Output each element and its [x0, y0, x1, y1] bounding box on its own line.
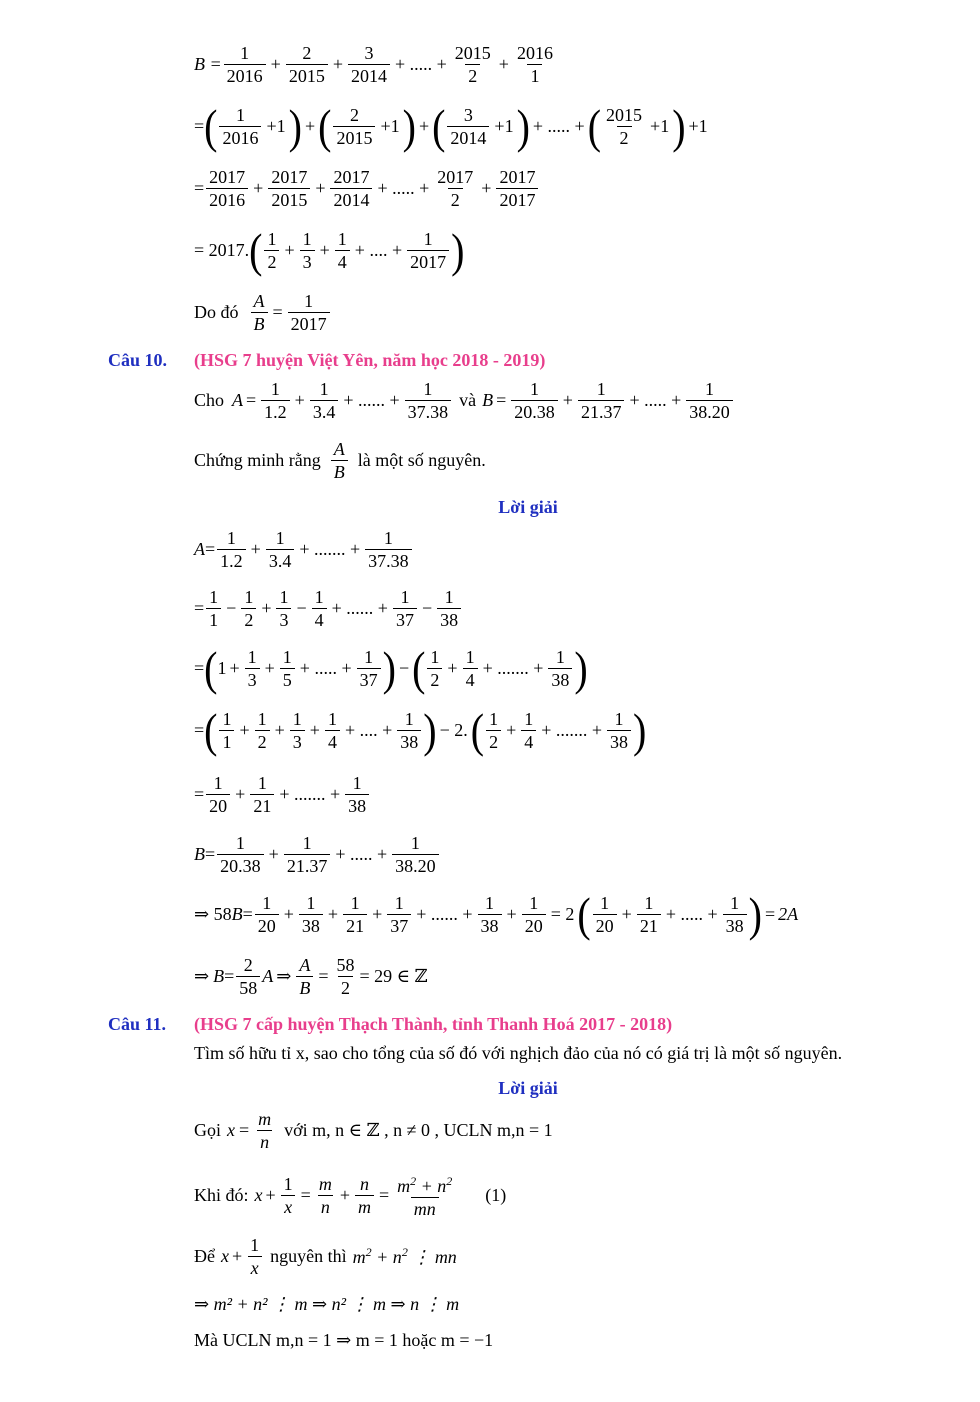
fraction: $\frac{1}{1}$ [219, 708, 234, 753]
paren: ( [412, 640, 426, 695]
goi-text: Gọi [194, 1120, 221, 1140]
operator: + ...... + [343, 390, 400, 410]
q11-label: Câu 11. [108, 1014, 167, 1034]
fraction: $\frac{1}{38}$ [437, 586, 461, 631]
operator: +1 [380, 116, 400, 136]
fraction: $\frac{1}{20}$ [206, 772, 230, 817]
paren: ( [470, 702, 485, 757]
operator: +1 [494, 116, 514, 136]
b2-terms [204, 98, 711, 153]
fraction: $\frac{1}{38.20}$ [686, 378, 733, 423]
de-text: Để [194, 1246, 215, 1266]
frac-sum-sq: $\frac{m^2 + n^2}{mn}$ [397, 1174, 453, 1219]
fraction: $\frac{1}{2}$ [486, 708, 501, 753]
ratio: $\frac{A}{B}$ [251, 290, 268, 335]
q10-s2: = $\frac{1}{1}$ − $\frac{1}{2}$ + $\frac{1}{3}$ − $\frac{1}{4}$ + ...... + $\frac{1}{37}$ − $\frac{1}{38}$ [194, 586, 463, 631]
operator: − [226, 598, 237, 618]
operator: + [418, 116, 430, 136]
fraction: $\frac{1}{38}$ [397, 708, 421, 753]
s2-terms [204, 586, 463, 631]
q11-last: Mà UCLN m,n = 1 ⇒ m = 1 hoặc m = −1 [194, 1330, 494, 1350]
q10-prove [194, 438, 486, 483]
fraction: $\frac{1}{2017}$ [288, 290, 330, 335]
fraction: $\frac{1}{37}$ [387, 892, 411, 937]
q11-khido: Khi đó: x + $\frac{1}{x}$ = $\frac{m}{n}$ + $\frac{n}{m}$ = $\frac{m^2 + n^2}{mn}$ (1) [194, 1170, 506, 1220]
fraction: $\frac{1}{4}$ [463, 646, 478, 691]
q10-s6: B = $\frac{1}{20.38}$ + $\frac{1}{21.37}$ + ..... + $\frac{1}{38.20}$ [194, 832, 441, 877]
paren: ) [574, 640, 588, 695]
operator: + [294, 390, 305, 410]
q11-de: Để x + $\frac{1}{x}$ nguyên thì $m^2 + n^2$ ⋮ mn [194, 1235, 457, 1278]
cho-text: Cho [194, 390, 225, 410]
paren: ( [432, 98, 446, 153]
de-tail: nguyên thì [270, 1246, 347, 1266]
fraction: $\frac{1}{20.38}$ [511, 378, 558, 423]
operator: + ..... + [532, 116, 585, 136]
fraction: $\frac{1}{3}$ [245, 646, 260, 691]
operator: + [481, 178, 492, 198]
q10-s4: = ( $\frac{1}{1}$ + $\frac{1}{2}$ + $\frac{1}{3}$ + $\frac{1}{4}$ + .... + $\frac{1}{38}$ ) − 2. ( $\frac{1}{2}$ + $\frac{1}{4}$ + ....... + $\frac{1}{38}$ ) [194, 702, 647, 757]
fraction: $\frac{1}{20}$ [593, 892, 617, 937]
operator: + [327, 904, 339, 924]
paren: ( [249, 222, 263, 277]
b5-ratio [249, 290, 332, 335]
operator: + ....... + [541, 720, 603, 740]
fraction: $\frac{1}{1.2}$ [261, 378, 290, 423]
paren: ( [587, 98, 602, 153]
fraction: $\frac{1}{37.38}$ [365, 527, 412, 572]
operator: + [235, 784, 246, 804]
fraction: $\frac{2}{2015}$ [333, 104, 375, 149]
operator: + [284, 240, 295, 260]
fraction: $\frac{1}{20}$ [522, 892, 546, 937]
fraction: $\frac{1}{38}$ [548, 646, 572, 691]
q10-loigiai: Lời giải [498, 497, 558, 517]
fraction: $\frac{1}{2016}$ [224, 42, 266, 87]
paren: ( [318, 98, 332, 153]
paren: ) [423, 702, 437, 757]
operator: + ..... + [665, 904, 718, 924]
s1-terms [215, 527, 413, 572]
paren: ) [402, 98, 416, 153]
operator: ⇒ [276, 966, 292, 986]
operator: + [229, 658, 240, 678]
operator: + [447, 658, 458, 678]
s7-terms: $\frac{1}{20}$ + $\frac{1}{38}$ + $\frac{1}{21}$ + $\frac{1}{37}$ + ...... + $\frac{1}{38}$ + $\frac{1}{20}$ = 2 ( $\frac{1}{20}$ + $\frac{1}{21}$ + ..... + $\frac{1}{38}$ ) = 2A [253, 892, 798, 937]
fraction: $\frac{1}{3.4}$ [266, 527, 295, 572]
operator: = [272, 302, 283, 322]
q10-s7: ⇒ 58 B = $\frac{1}{20}$ + $\frac{1}{38}$ + $\frac{1}{21}$ + $\frac{1}{37}$ + ...... + $\frac{1}{38}$ + $\frac{1}{20}$ = 2 ( $\frac{1}{20}$ + $\frac{1}{21}$ + ..... + $\frac{1}{38}$ ) = 2A [194, 886, 799, 941]
paren: ) [382, 640, 396, 695]
fraction: $\frac{2017}{2}$ [437, 167, 474, 210]
paren: ( [204, 702, 218, 757]
fraction: $\frac{1}{37}$ [393, 586, 417, 631]
frac-m-n-2: $\frac{m}{n}$ [318, 1173, 332, 1217]
operator: +1 [650, 116, 670, 136]
q10-statement [194, 378, 735, 423]
operator: + [506, 720, 517, 740]
q11-div-line: ⇒ m² + n² ⋮ m ⇒ n² ⋮ m ⇒ n ⋮ m [194, 1294, 460, 1314]
b-line-5 [194, 290, 332, 335]
fraction: $\frac{1}{21.37}$ [284, 832, 331, 877]
goi-tail: với m, n ∈ ℤ , n ≠ 0 , UCLN m,n = 1 [284, 1120, 553, 1140]
fraction: $\frac{1}{21.37}$ [578, 378, 625, 423]
operator: + [562, 390, 573, 410]
q10-s5: = $\frac{1}{20}$ + $\frac{1}{21}$ + ....... + $\frac{1}{38}$ [194, 772, 371, 817]
fraction: $\frac{2016}{1}$ [516, 43, 553, 86]
operator: + [283, 904, 294, 924]
fraction: $\frac{1}{38}$ [345, 772, 369, 817]
fraction: $\frac{1}{4}$ [325, 708, 340, 753]
fraction: $\frac{1}{2}$ [427, 646, 442, 691]
prove-b: là một số nguyên. [357, 450, 486, 470]
fraction: $\frac{2015}{2}$ [454, 43, 491, 86]
operator: + ...... + [331, 598, 388, 618]
va-text: và [459, 390, 477, 410]
s3-terms: ( 1 + $\frac{1}{3}$ + $\frac{1}{5}$ + ..... + $\frac{1}{37}$ ) − ( $\frac{1}{2}$ + $\frac{1}{4}$ + ....... + $\frac{1}{38}$ ) [204, 640, 588, 695]
fraction: $\frac{58}{2}$ [336, 955, 355, 998]
q11-goi: Gọi x = $\frac{m}{n}$ với m, n ∈ ℤ , n ≠ 0 , UCLN m,n = 1 [194, 1109, 553, 1152]
fraction: $\frac{1}{21}$ [343, 892, 367, 937]
operator: + [372, 904, 383, 924]
q11-loigiai: Lời giải [498, 1078, 558, 1098]
b4-prefix: = 2017. [194, 240, 250, 260]
q10-B-def: B = $\frac{1}{20.38}$ + $\frac{1}{21.37}$ + ..... + $\frac{1}{38.20}$ [482, 378, 735, 423]
paren: ( [204, 640, 218, 695]
frac-1-x: $\frac{1}{x}$ [281, 1173, 296, 1218]
fraction: $\frac{1}{38}$ [723, 892, 747, 937]
fraction: $\frac{1}{3}$ [276, 586, 291, 631]
ratio-AB: $\frac{A}{B}$ [331, 438, 348, 483]
operator: + [250, 539, 261, 559]
fraction: $\frac{1}{2}$ [264, 228, 279, 273]
operator: = [764, 904, 776, 924]
paren: ( [577, 886, 591, 941]
q10-title: (HSG 7 huyện Việt Yên, năm học 2018 - 2019) [194, 350, 546, 370]
fraction: $\frac{3}{2014}$ [447, 104, 489, 149]
fraction: $\frac{2017}{2017}$ [496, 166, 538, 211]
operator: +1 [688, 116, 708, 136]
fraction: $\frac{1}{3.4}$ [310, 378, 339, 423]
fraction: $\frac{1}{38}$ [478, 892, 502, 937]
q10-label: Câu 10. [108, 350, 168, 370]
fraction: $\frac{2015}{2}$ [606, 105, 643, 148]
fraction: $\frac{1}{2016}$ [219, 104, 261, 149]
operator: = [496, 390, 507, 410]
dodo-text: Do đó [194, 302, 239, 322]
q10-s3: = ( 1 + $\frac{1}{3}$ + $\frac{1}{5}$ + ..... + $\frac{1}{37}$ ) − ( $\frac{1}{2}$ + $\frac{1}{4}$ + ....... + $\frac{1}{38}$ ) [194, 640, 588, 695]
paren: ) [748, 886, 762, 941]
operator: − [421, 598, 433, 618]
s8-terms: $\frac{2}{58}$ A ⇒ $\frac{A}{B}$ = $\frac{58}{2}$ = 29 ∈ ℤ [234, 954, 427, 999]
operator: + [309, 720, 320, 740]
fraction: $\frac{1}{21}$ [250, 772, 274, 817]
operator: + ..... + [629, 390, 682, 410]
fraction: $\frac{1}{20.38}$ [217, 832, 264, 877]
fraction: $\frac{1}{37.38}$ [405, 378, 452, 423]
fraction: $\frac{1}{4}$ [312, 586, 327, 631]
b-line-2: = ( $\frac{1}{2016}$ +1 ) + ( $\frac{2}{2015}$ +1 ) + ( $\frac{3}{2014}$ +1 ) + ..... + ( $\frac{2015}{2}$ +1 ) +1 [194, 104, 711, 149]
paren: ) [633, 702, 647, 757]
operator: + [264, 658, 275, 678]
operator: = 2 [550, 904, 575, 924]
s5-terms [204, 772, 371, 817]
operator: + ...... + [416, 904, 473, 924]
b-head: B = [194, 54, 222, 74]
b4-terms [249, 222, 465, 277]
fraction: $\frac{2017}{2014}$ [330, 166, 372, 211]
fraction: $\frac{2}{58}$ [236, 954, 260, 999]
paren: ) [451, 222, 465, 277]
operator: + [332, 54, 343, 74]
khido-text: Khi đó: [194, 1184, 249, 1205]
b3-terms [204, 166, 540, 211]
operator: + [621, 904, 632, 924]
fraction: $\frac{1}{1.2}$ [217, 527, 246, 572]
s4-terms [204, 702, 647, 757]
fraction: $\frac{1}{4}$ [521, 708, 536, 753]
operator: + .... + [354, 240, 403, 260]
q11-statement: Tìm số hữu tỉ x, sao cho tổng của số đó với nghịch đảo của nó có giá trị là một số nguyên. [194, 1043, 843, 1063]
paren: ) [288, 98, 302, 153]
b-line-1 [194, 42, 558, 87]
q10-A-def: A = $\frac{1}{1.2}$ + $\frac{1}{3.4}$ + ...... + $\frac{1}{37.38}$ [232, 378, 453, 423]
frac-n-m: $\frac{n}{m}$ [355, 1173, 374, 1218]
operator: + [498, 54, 509, 74]
q11-title: (HSG 7 cấp huyện Thạch Thành, tỉnh Thanh Hoá 2017 - 2018) [194, 1014, 673, 1034]
operator: − 2. [439, 720, 468, 740]
fraction: $\frac{1}{2017}$ [407, 228, 449, 273]
fraction: $\frac{1}{21}$ [637, 892, 661, 937]
operator: + [270, 54, 281, 74]
fraction: $\frac{1}{2}$ [255, 708, 270, 753]
s8-result: = 29 ∈ ℤ [359, 966, 428, 986]
operator: + ..... + [335, 844, 388, 864]
fraction: $\frac{1}{20}$ [255, 892, 279, 937]
operator: + [268, 844, 279, 864]
fraction: $\frac{2}{2015}$ [286, 42, 328, 87]
paren: ( [204, 98, 218, 153]
operator: + [261, 598, 272, 618]
fraction: $\frac{1}{4}$ [335, 228, 350, 273]
fraction: $\frac{2017}{2015}$ [268, 166, 310, 211]
fraction: $\frac{3}{2014}$ [348, 42, 390, 87]
q10-s8: ⇒ B = $\frac{2}{58}$ A ⇒ $\frac{A}{B}$ = $\frac{58}{2}$ = 29 ∈ ℤ [194, 955, 428, 998]
fraction: $\frac{1}{5}$ [280, 646, 295, 691]
operator: = [246, 390, 257, 410]
operator: + ....... + [482, 658, 544, 678]
frac-m-n: $\frac{m}{n}$ [258, 1109, 272, 1152]
fraction: $\frac{1}{1}$ [206, 586, 221, 631]
paren: ) [516, 98, 530, 153]
operator: = [318, 966, 329, 986]
operator: + ..... + [394, 54, 447, 74]
ratio-AB-2: $\frac{A}{B}$ [296, 954, 313, 999]
fraction: $\frac{1}{3}$ [290, 708, 305, 753]
prove-a: Chứng minh rằng [194, 450, 321, 470]
paren: ) [672, 98, 686, 153]
operator: + [274, 720, 285, 740]
fraction: $\frac{1}{38}$ [299, 892, 323, 937]
operator: + ..... + [377, 178, 430, 198]
operator: + [506, 904, 517, 924]
operator: + ....... + [279, 784, 341, 804]
operator: + .... + [344, 720, 393, 740]
b-line-4 [194, 222, 465, 277]
fraction: $\frac{1}{2}$ [241, 586, 256, 631]
s6-terms [215, 832, 440, 877]
operator: + ....... + [299, 539, 361, 559]
operator: + ..... + [299, 658, 352, 678]
b-line-3: = $\frac{2017}{2016}$ + $\frac{2017}{2015}$ + $\frac{2017}{2014}$ + ..... + $\frac{2017}{2}$ + $\frac{2017}{2017}$ [194, 166, 540, 211]
operator: + [319, 240, 330, 260]
operator: + [304, 116, 316, 136]
q10-s1: A = $\frac{1}{1.2}$ + $\frac{1}{3.4}$ + ....... + $\frac{1}{37.38}$ [194, 527, 414, 572]
operator: − [398, 658, 410, 678]
frac-1-x-2: $\frac{1}{x}$ [247, 1234, 262, 1279]
fraction: $\frac{1}{37}$ [357, 646, 381, 691]
eq-number: (1) [485, 1184, 507, 1205]
fraction: $\frac{1}{38}$ [607, 708, 631, 753]
b-terms [222, 42, 558, 87]
operator: − [296, 598, 307, 618]
fraction: $\frac{2017}{2016}$ [206, 166, 248, 211]
fraction: $\frac{1}{38.20}$ [392, 832, 439, 877]
fraction: $\frac{1}{3}$ [300, 228, 315, 273]
operator: + [253, 178, 264, 198]
operator: + [315, 178, 326, 198]
operator: +1 [266, 116, 286, 136]
operator: + [239, 720, 250, 740]
